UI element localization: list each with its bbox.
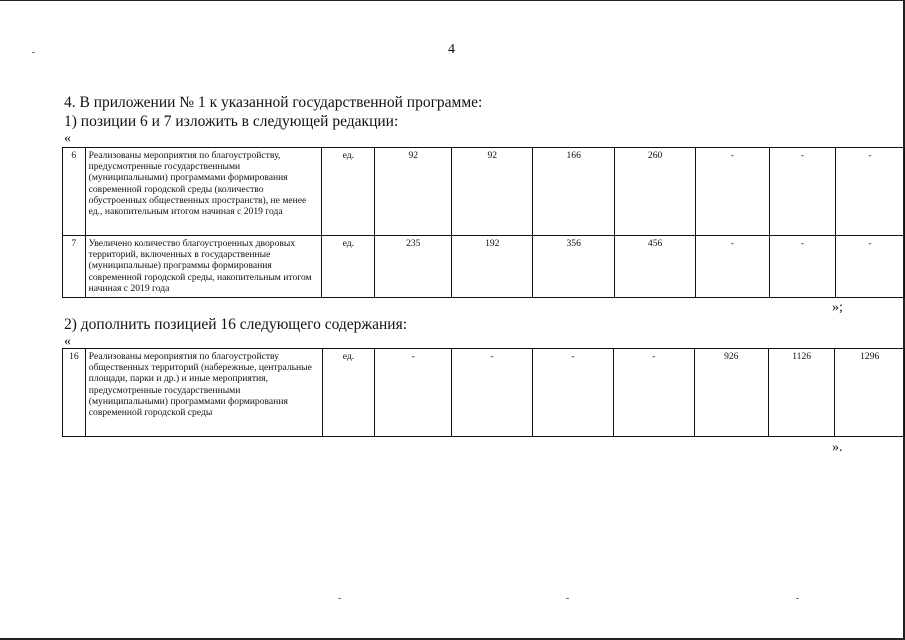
indicator-text: Реализованы мероприятия по благоустройству общественных территорий (набережные, центральные площади, парки и др.) и иные мероприятия, предусмотренные государственными (муниципальными) программами формирования современной городской среды [85,349,322,437]
close-quote-1: »; [832,300,843,315]
unit-cell: ед. [322,148,375,236]
table-position-16 [62,348,905,437]
heading-sub2: 2) дополнить позицией 16 следующего содержания: [64,316,408,333]
scan-speck [32,52,35,53]
value-cell: 456 [615,236,696,298]
table-row [63,148,905,236]
value-cell: - [696,236,770,298]
value-cell: - [532,349,614,437]
value-cell: - [769,148,835,236]
value-cell: 260 [615,148,696,236]
indicator-text: Увеличено количество благоустроенных дворовых территорий, включенных в государственные (муниципальные) программы формирования современной городской среды, накопительным итогом начиная с 2019 года [85,236,322,298]
close-quote-2: ». [832,440,843,455]
page-edge-top [0,0,905,1]
value-cell: 192 [452,236,533,298]
heading-sub1: 1) позиции 6 и 7 изложить в следующей редакции: [64,113,399,130]
open-quote-1: « [64,131,71,146]
value-cell: - [696,148,770,236]
position-number: 16 [63,349,86,437]
position-number: 6 [63,148,86,236]
value-cell: - [375,349,452,437]
unit-cell: ед. [322,349,375,437]
indicator-text: Реализованы мероприятия по благоустройству, предусмотренные государственными (муниципальными) программами формирования современной городской среды (количество обустроенных общественных пространств), не менее ед., накопительным итогом начиная с 2019 года [85,148,322,236]
value-cell: - [614,349,695,437]
unit-cell: ед. [322,236,375,298]
open-quote-2: « [64,334,71,349]
scan-speck [796,598,799,599]
value-cell: 1296 [835,349,905,437]
value-cell: - [452,349,533,437]
heading-main: 4. В приложении № 1 к указанной государственной программе: [64,94,483,111]
table-row [63,349,905,437]
position-number: 7 [63,236,86,298]
value-cell: - [769,236,835,298]
value-cell: 92 [375,148,452,236]
value-cell: 1126 [768,349,835,437]
scan-speck [566,598,569,599]
table-row [63,236,905,298]
value-cell: 166 [533,148,615,236]
value-cell: - [835,236,904,298]
value-cell: 92 [452,148,533,236]
page-number: 4 [448,42,455,57]
table-positions-6-7 [62,147,905,298]
value-cell: 235 [375,236,452,298]
value-cell: - [835,148,904,236]
value-cell: 926 [694,349,768,437]
value-cell: 356 [533,236,615,298]
scan-speck [338,598,341,599]
